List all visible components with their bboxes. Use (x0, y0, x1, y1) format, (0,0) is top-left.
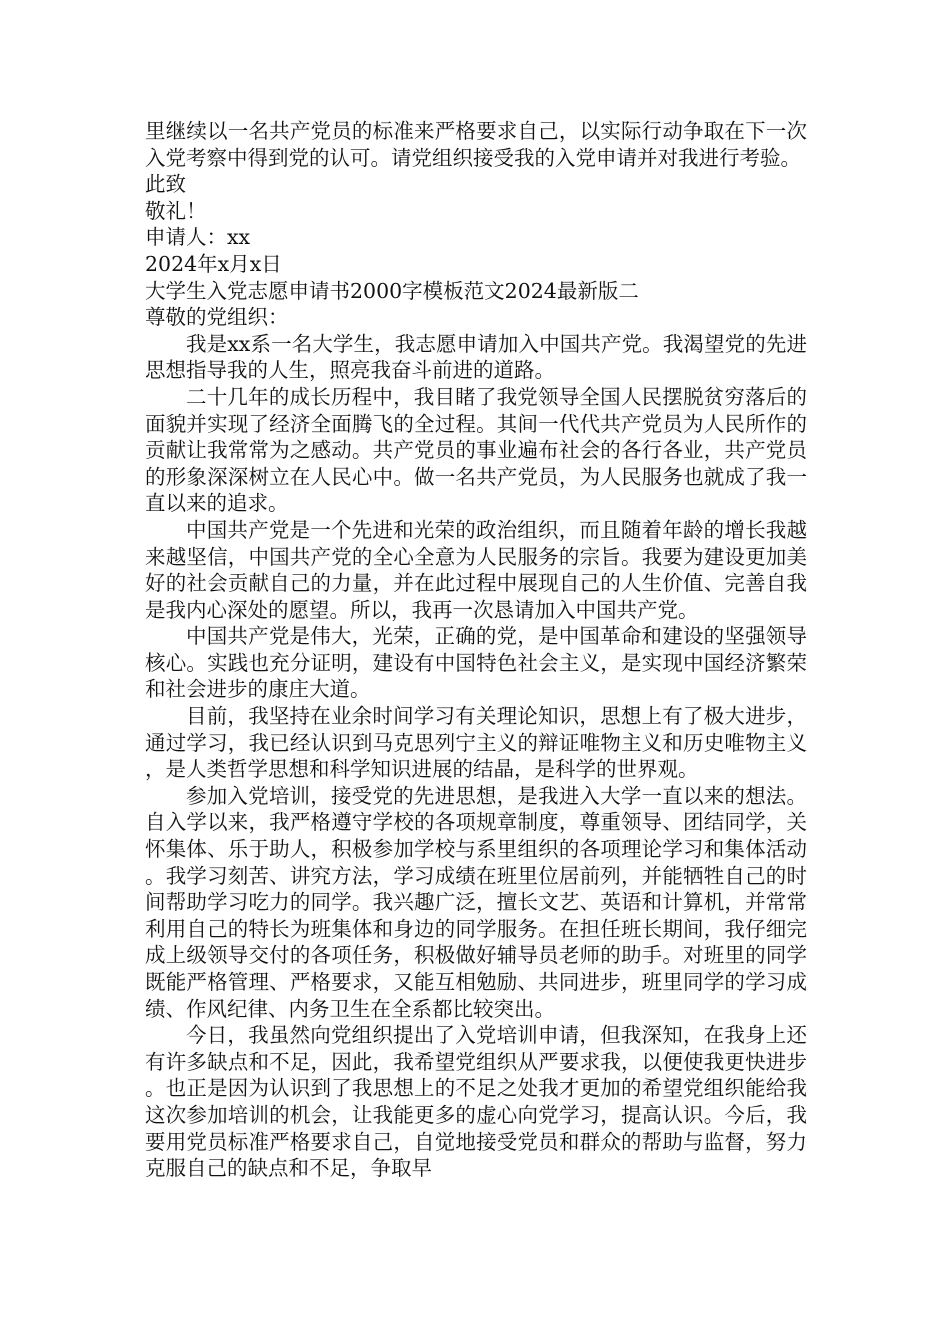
salutation: 尊敬的党组织： (145, 305, 289, 330)
body-paragraph: 我是xx系一名大学生，我志愿申请加入中国共产党。我渴望党的先进思想指导我的人生，照亮我奋斗前进的道路。 (145, 331, 807, 383)
continued-paragraph: 里继续以一名共产党员的标准来严格要求自己，以实际行动争取在下一次入党考察中得到党的认可。请党组织接受我的入党申请并对我进行考验。 (145, 119, 807, 170)
body-paragraph: 中国共产党是伟大，光荣，正确的党，是中国革命和建设的坚强领导核心。实践也充分证明，建设有中国特色社会主义，是实现中国经济繁荣和社会进步的康庄大道。 (145, 624, 807, 702)
body-paragraph: 参加入党培训，接受党的先进思想，是我进入大学一直以来的想法。自入学以来，我严格遵守学校的各项规章制度，尊重领导、团结同学，关怀集体、乐于助人，积极参加学校与系里组织的各项理论学习和集体活动。我学习刻苦、讲究方法，学习成绩在班里位居前列，并能牺牲自己的时间帮助学习吃力的同学。我兴趣广泛，擅长文艺、英语和计算机，并常常利用自己的特长为班集体和身边的同学服务。在担任班长期间，我仔细完成上级领导交付的各项任务，积极做好辅导员老师的助手。对班里的同学既能严格管理、严格要求，又能互相勉励、共同进步，班里同学的学习成绩、作风纪律、内务卫生在全系都比较突出。 (145, 783, 807, 1021)
date-line: 2024年x月x日 (145, 251, 282, 276)
body-paragraph: 中国共产党是一个先进和光荣的政治组织，而且随着年龄的增长我越来越坚信，中国共产党的全心全意为人民服务的宗旨。我要为建设更加美好的社会贡献自己的力量，并在此过程中展现自己的人生价值、完善自我是我内心深处的愿望。所以，我再一次恳请加入中国共产党。 (145, 517, 807, 622)
applicant-line: 申请人：xx (145, 225, 251, 250)
document-page (145, 118, 807, 1182)
body-paragraph: 二十几年的成长历程中，我目睹了我党领导全国人民摆脱贫穷落后的面貌并实现了经济全面腾飞的全过程。其间一代代共产党员为人民所作的贡献让我常常为之感动。共产党员的事业遍布社会的各行各业，共产党员的形象深深树立在人民心中。做一名共产党员，为人民服务也就成了我一直以来的追求。 (145, 384, 807, 516)
closing-line-1: 此致 (145, 172, 186, 197)
body-paragraph: 目前，我坚持在业余时间学习有关理论知识，思想上有了极大进步，通过学习，我已经认识到马克思列宁主义的辩证唯物主义和历史唯物主义，是人类哲学思想和科学知识进展的结晶，是科学的世界观。 (145, 704, 807, 782)
section-title: 大学生入党志愿申请书2000字模板范文2024最新版二 (145, 278, 639, 303)
body-paragraph: 今日，我虽然向党组织提出了入党培训申请，但我深知，在我身上还有许多缺点和不足，因此，我希望党组织从严要求我，以便使我更快进步。也正是因为认识到了我思想上的不足之处我才更加的希望党组织能给我这次参加培训的机会，让我能更多的虚心向党学习，提高认识。今后，我要用党员标准严格要求自己，自觉地接受党员和群众的帮助与监督，努力克服自己的缺点和不足，争取早 (145, 1023, 807, 1181)
closing-line-2: 敬礼！ (145, 198, 207, 223)
